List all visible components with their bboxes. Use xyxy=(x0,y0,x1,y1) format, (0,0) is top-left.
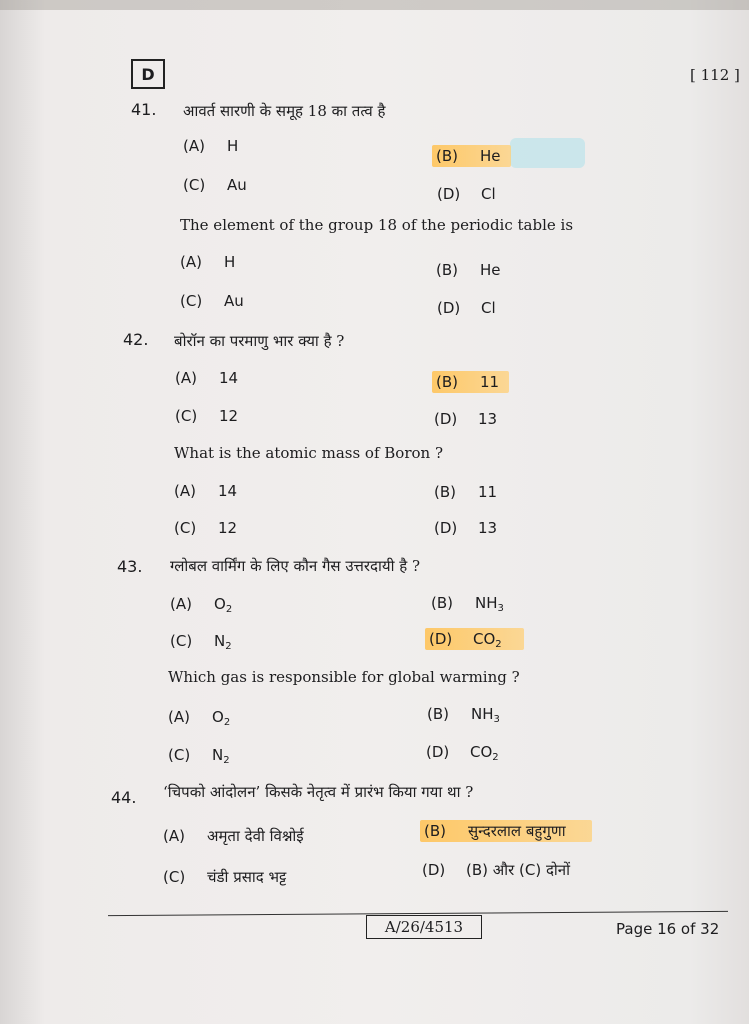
option-value: Au xyxy=(224,292,244,310)
option-value: 11 xyxy=(478,483,498,501)
option-d xyxy=(426,743,499,763)
footer-page-count: Page 16 of 32 xyxy=(616,920,720,938)
option-label: (D) xyxy=(434,519,458,537)
option-d xyxy=(437,185,496,203)
option-b-marked xyxy=(420,821,592,841)
option-label: (C) xyxy=(183,176,206,194)
option-subscript: 2 xyxy=(225,641,232,652)
option-value: 12 xyxy=(218,519,238,537)
option-value: 12 xyxy=(219,407,239,425)
option-a xyxy=(174,482,237,500)
question-text-hindi: बोरॉन का परमाणु भार क्या है ? xyxy=(174,332,345,350)
option-c xyxy=(168,746,230,766)
option-a xyxy=(183,137,238,155)
option-label: (A) xyxy=(174,482,196,500)
option-d xyxy=(422,860,570,880)
option-label: (D) xyxy=(434,410,458,428)
option-label: (D) xyxy=(426,743,450,761)
option-label: (B) xyxy=(424,822,446,840)
option-subscript: 2 xyxy=(225,604,233,615)
highlighter-mark xyxy=(510,138,585,168)
option-a xyxy=(180,253,235,271)
option-subscript: 2 xyxy=(492,752,499,763)
option-value: He xyxy=(480,147,501,165)
option-d xyxy=(434,519,497,537)
option-label: (B) xyxy=(436,147,458,165)
option-label: (C) xyxy=(170,632,193,650)
question-text-english: What is the atomic mass of Boron ? xyxy=(174,444,444,462)
paper-code-box: A/26/4513 xyxy=(366,915,482,939)
option-value: CO xyxy=(473,630,496,648)
option-subscript: 2 xyxy=(223,755,230,766)
option-a xyxy=(175,369,238,387)
page-number-tag: [ 112 ] xyxy=(690,66,740,84)
option-label: (C) xyxy=(175,407,198,425)
option-b xyxy=(436,261,501,279)
option-value: N xyxy=(214,632,226,650)
option-value: अमृता देवी विश्नोई xyxy=(207,827,304,845)
option-label: (B) xyxy=(436,261,458,279)
option-label: (A) xyxy=(168,708,190,726)
option-a xyxy=(170,595,232,615)
option-subscript: 3 xyxy=(493,714,500,725)
option-b xyxy=(431,594,504,614)
question-text-english: Which gas is responsible for global warming ? xyxy=(168,668,520,686)
option-value: 11 xyxy=(480,373,500,391)
option-label: (A) xyxy=(183,137,205,155)
option-value: H xyxy=(227,137,239,155)
option-c xyxy=(170,632,232,652)
option-value: NH xyxy=(475,594,498,612)
option-b xyxy=(434,483,497,501)
option-value: Cl xyxy=(481,185,496,203)
option-value: (B) और (C) दोनों xyxy=(466,861,571,879)
option-label: (D) xyxy=(429,630,453,648)
option-label: (C) xyxy=(168,746,191,764)
option-value: 13 xyxy=(478,410,498,428)
option-value: O xyxy=(212,708,224,726)
option-label: (A) xyxy=(180,253,202,271)
option-value: 13 xyxy=(478,519,498,537)
option-label: (A) xyxy=(175,369,197,387)
option-label: (B) xyxy=(427,705,449,723)
question-number: 42. xyxy=(123,330,149,349)
option-c xyxy=(174,519,237,537)
option-value: N xyxy=(212,746,224,764)
option-label: (C) xyxy=(174,519,197,537)
option-b-marked xyxy=(432,147,511,165)
option-value: CO xyxy=(470,743,493,761)
option-value: सुन्दरलाल बहुगुणा xyxy=(468,822,566,840)
option-c xyxy=(183,176,247,194)
option-value: He xyxy=(480,261,501,279)
option-subscript: 3 xyxy=(497,603,504,614)
option-subscript: 2 xyxy=(223,717,231,728)
option-value: Cl xyxy=(481,299,496,317)
option-c xyxy=(175,407,238,425)
option-label: (B) xyxy=(434,483,456,501)
question-text-hindi: ‘चिपको आंदोलन’ किसके नेतृत्व में प्रारंभ किया गया था ? xyxy=(163,783,474,801)
option-value: Au xyxy=(227,176,247,194)
option-value: चंडी प्रसाद भट्ट xyxy=(207,868,287,886)
option-b-marked xyxy=(432,373,509,391)
page-top-edge xyxy=(0,0,749,10)
option-value: H xyxy=(224,253,236,271)
question-number: 44. xyxy=(111,788,137,807)
option-value: 14 xyxy=(219,369,239,387)
option-c xyxy=(163,867,286,887)
option-value: O xyxy=(214,595,226,613)
option-label: (D) xyxy=(422,861,446,879)
option-a xyxy=(163,826,304,846)
question-text-hindi: ग्लोबल वार्मिंग के लिए कौन गैस उत्तरदायी है ? xyxy=(170,557,421,575)
option-value: 14 xyxy=(218,482,238,500)
option-label: (A) xyxy=(163,827,185,845)
question-text-hindi: आवर्त सारणी के समूह 18 का तत्व है xyxy=(183,102,386,120)
option-label: (B) xyxy=(431,594,453,612)
question-number: 41. xyxy=(131,100,157,119)
question-number: 43. xyxy=(117,557,143,576)
option-label: (B) xyxy=(436,373,458,391)
option-c xyxy=(180,292,244,310)
option-label: (A) xyxy=(170,595,192,613)
option-label: (D) xyxy=(437,299,461,317)
option-value: NH xyxy=(471,705,494,723)
option-d xyxy=(437,299,496,317)
option-b xyxy=(427,705,500,725)
option-label: (C) xyxy=(163,868,186,886)
option-subscript: 2 xyxy=(495,639,502,650)
option-d-marked xyxy=(425,630,524,650)
option-label: (C) xyxy=(180,292,203,310)
option-a xyxy=(168,708,230,728)
option-d xyxy=(434,410,497,428)
set-code-box: D xyxy=(131,59,165,89)
question-text-english: The element of the group 18 of the periodic table is xyxy=(180,216,574,234)
option-label: (D) xyxy=(437,185,461,203)
